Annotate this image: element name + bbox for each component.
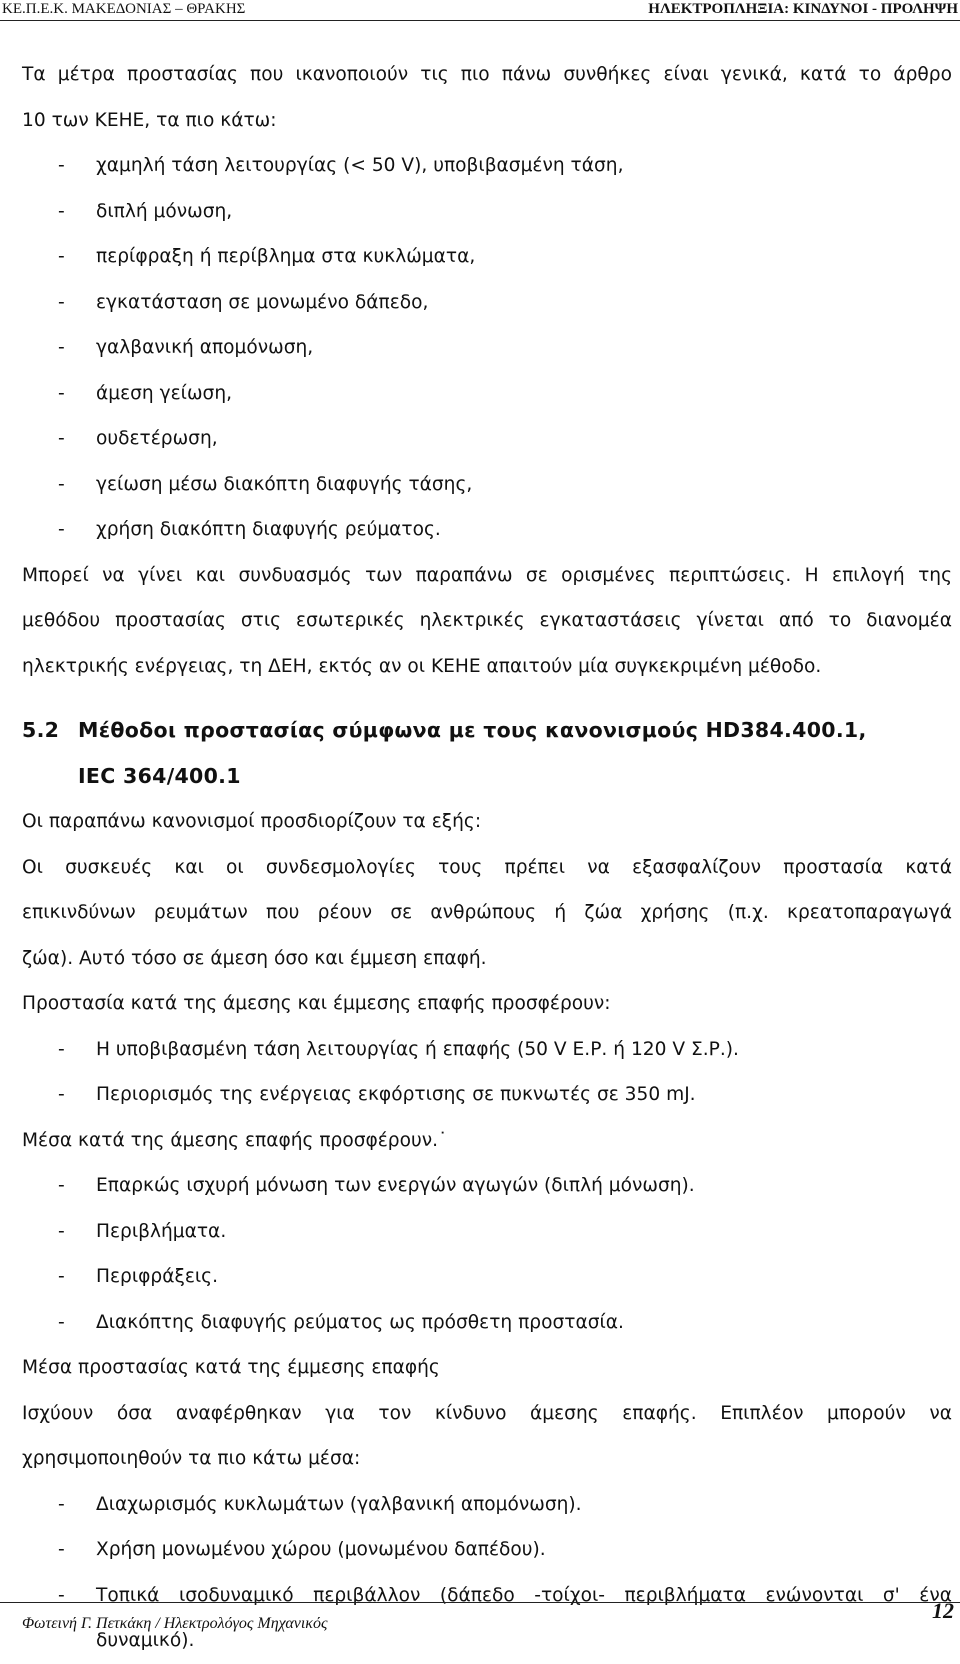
section-heading: [22, 707, 952, 753]
list-item: - άμεση γείωση,: [22, 371, 952, 417]
paragraph-combination-line-2: μεθόδου προστασίας στις εσωτερικές ηλεκτρικές εγκαταστάσεις γίνεται από το διανομέα: [22, 610, 952, 631]
list-item: - χρήση διακόπτη διαφυγής ρεύματος.: [22, 507, 952, 553]
protection-measures-list: [22, 143, 952, 553]
section-title-line-1: Μέθοδοι προστασίας σύμφωνα με τους κανονισμούς HD384.400.1,: [78, 718, 867, 742]
paragraph-combination-line-1: Μπορεί να γίνει και συνδυασμός των παραπάνω σε ορισμένες περιπτώσεις. Η επιλογή της: [22, 564, 952, 586]
list-item: - Περιβλήματα.: [22, 1209, 952, 1255]
intro-line-2: 10 των ΚΕΗΕ, τα πιο κάτω:: [22, 109, 277, 131]
paragraph-direct-indirect: Προστασία κατά της άμεσης και έμμεσης επαφής προσφέρουν:: [22, 993, 611, 1014]
list-item-continuation: δυναμικό).: [96, 1630, 195, 1651]
paragraph-direct-contact: Μέσα κατά της άμεσης επαφής προσφέρουν.˙: [22, 1129, 448, 1151]
list-item: - Διακόπτης διαφυγής ρεύματος ως πρόσθετη προστασία.: [22, 1300, 952, 1346]
list-item: - Διαχωρισμός κυκλωμάτων (γαλβανική απομόνωση).: [22, 1482, 952, 1528]
list-dash: -: [58, 1539, 65, 1560]
list-item: - Χρήση μονωμένου χώρου (μονωμένου δαπέδου).: [22, 1527, 952, 1573]
paragraph-devices-line-3: ζώα). Αυτό τόσο σε άμεση όσο και έμμεση επαφή.: [22, 947, 487, 969]
list-dash: -: [58, 519, 65, 540]
list-item: - Τοπικά ισοδυναμικό περιβάλλον (δάπεδο -τοίχοι- περιβλήματα ενώνονται σ' ένα: [22, 1573, 952, 1619]
list-item: - ουδετέρωση,: [22, 416, 952, 462]
page-footer: [0, 1598, 960, 1640]
paragraph-regulations: Οι παραπάνω κανονισμοί προσδιορίζουν τα εξής:: [22, 811, 482, 832]
list-dash: -: [58, 1084, 65, 1105]
section-title-line-2: IEC 364/400.1: [78, 764, 241, 788]
paragraph-devices-line-1: Οι συσκευές και οι συνδεσμολογίες τους πρέπει να εξασφαλίζουν προστασία κατά: [22, 856, 952, 878]
direct-indirect-list: [22, 1027, 952, 1118]
list-dash: -: [58, 155, 65, 176]
list-item: - Περιορισμός της ενέργειας εκφόρτισης σε πυκνωτές σε 350 mJ.: [22, 1072, 952, 1118]
paragraph-devices-line-2: επικινδύνων ρευμάτων που ρέουν σε ανθρώπους ή ζώα χρήσης (π.χ. κρεατοπαραγωγά: [22, 902, 952, 923]
list-dash: -: [58, 1038, 65, 1060]
list-dash: -: [58, 382, 65, 404]
list-item: - περίφραξη ή περίβλημα στα κυκλώματα,: [22, 234, 952, 280]
footer-author: Φωτεινή Γ. Πετκάκη / Ηλεκτρολόγος Μηχανικός: [22, 1615, 328, 1632]
list-dash: -: [58, 1493, 65, 1515]
list-dash: -: [58, 1266, 65, 1287]
header-document-title: ΗΛΕΚΤΡΟΠΛΗΞΙΑ: ΚΙΝΔΥΝΟΙ - ΠΡΟΛΗΨΗ: [648, 1, 958, 17]
page-number: 12: [932, 1598, 954, 1623]
paragraph-indirect-line-1: Ισχύουν όσα αναφέρθηκαν για τον κίνδυνο άμεσης επαφής. Επιπλέον μπορούν να: [22, 1402, 952, 1424]
list-dash: -: [58, 473, 65, 495]
list-dash: -: [58, 246, 65, 267]
paragraph-indirect-line-2: χρησιμοποιηθούν τα πιο κάτω μέσα:: [22, 1448, 361, 1469]
list-item: - εγκατάσταση σε μονωμένο δάπεδο,: [22, 280, 952, 326]
list-dash: -: [58, 291, 65, 313]
list-dash: -: [58, 200, 65, 222]
list-item: - γείωση μέσω διακόπτη διαφυγής τάσης,: [22, 462, 952, 508]
list-item: - χαμηλή τάση λειτουργίας (< 50 V), υποβιβασμένη τάση,: [22, 143, 952, 189]
section-heading-continued: [22, 753, 952, 799]
list-item: - Περιφράξεις.: [22, 1254, 952, 1300]
page-header: [0, 0, 960, 21]
list-item: - Επαρκώς ισχυρή μόνωση των ενεργών αγωγών (διπλή μόνωση).: [22, 1163, 952, 1209]
list-item: - Η υποβιβασμένη τάση λειτουργίας ή επαφής (50 V Ε.Ρ. ή 120 V Σ.Ρ.).: [22, 1027, 952, 1073]
list-dash: -: [58, 1584, 65, 1606]
list-item: - γαλβανική απομόνωση,: [22, 325, 952, 371]
header-organization: ΚΕ.Π.Ε.Κ. ΜΑΚΕΔΟΝΙΑΣ – ΘΡΑΚΗΣ: [2, 1, 246, 17]
list-dash: -: [58, 337, 65, 358]
list-dash: -: [58, 1311, 65, 1333]
list-dash: -: [58, 1175, 65, 1196]
intro-line-1: Τα μέτρα προστασίας που ικανοποιούν τις πιο πάνω συνθήκες είναι γενικά, κατά το άρθρο: [22, 64, 952, 85]
spacer: [22, 689, 952, 707]
section-number: 5.2: [22, 718, 60, 742]
paragraph-indirect-contact-heading: Μέσα προστασίας κατά της έμμεσης επαφής: [22, 1357, 440, 1378]
list-item: - διπλή μόνωση,: [22, 189, 952, 235]
direct-contact-list: [22, 1163, 952, 1345]
list-dash: -: [58, 428, 65, 449]
page-content: [22, 52, 952, 1664]
list-dash: -: [58, 1220, 65, 1242]
paragraph-combination-line-3: ηλεκτρικής ενέργειας, τη ΔΕΗ, εκτός αν οι ΚΕΗΕ απαιτούν μία συγκεκριμένη μέθοδο.: [22, 655, 822, 677]
